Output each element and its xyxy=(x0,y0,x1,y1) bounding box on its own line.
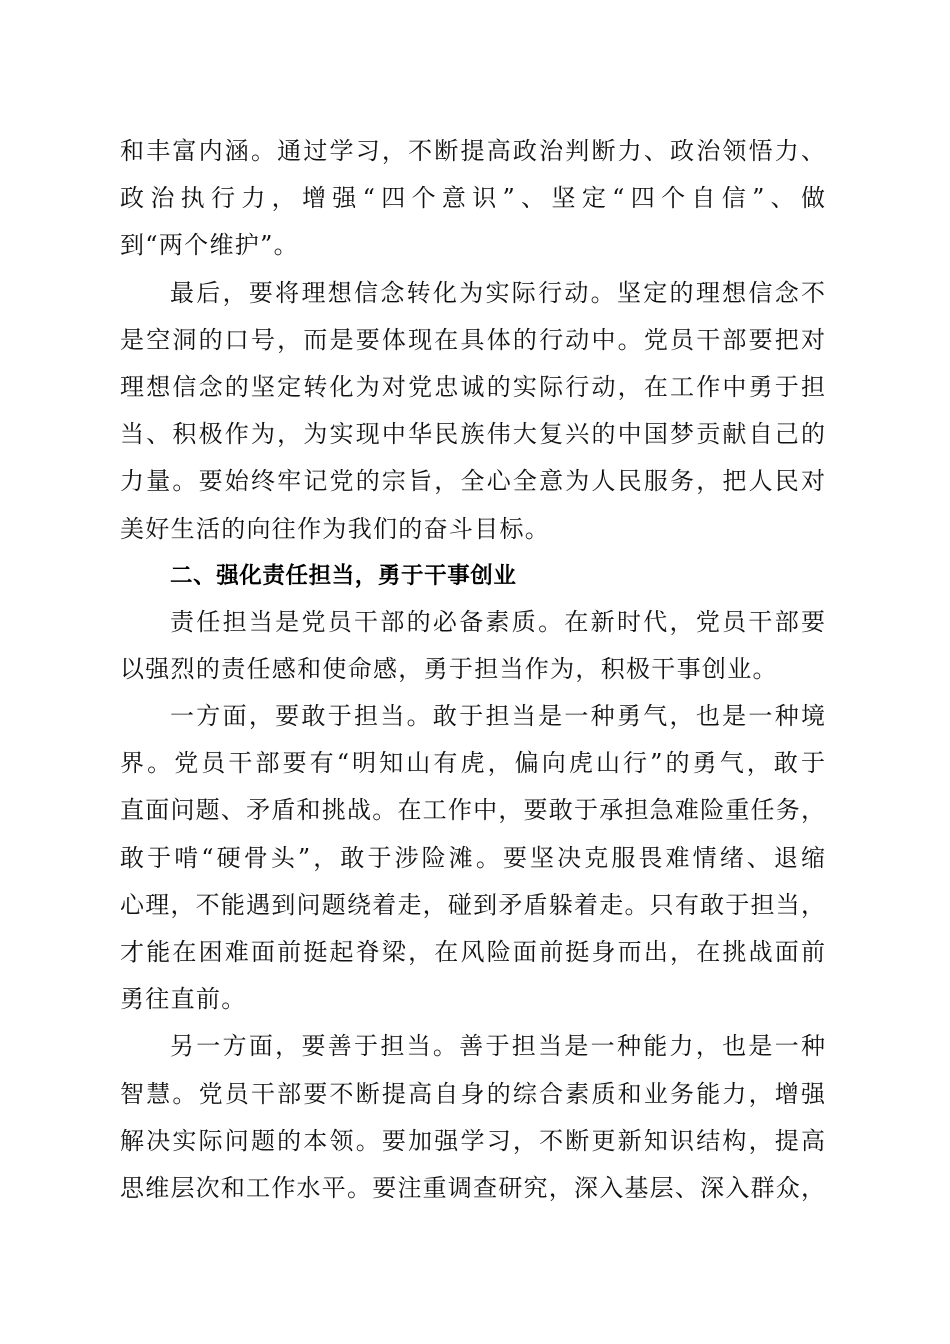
text-line: 美好生活的向往作为我们的奋斗目标。 xyxy=(120,514,551,543)
text-line: 政治执行力，增强“四个意识”、坚定“四个自信”、做 xyxy=(120,184,825,213)
text-line: 责任担当是党员干部的必备素质。在新时代，党员干部要 xyxy=(170,607,825,636)
paragraph-good-at xyxy=(120,1023,825,1212)
text-line: 心理，不能遇到问题绕着走，碰到矛盾躲着走。只有敢于担当， xyxy=(120,890,825,919)
text-line: 以强烈的责任感和使命感，勇于担当作为，积极干事创业。 xyxy=(120,654,778,683)
text-line: 和丰富内涵。通过学习，不断提高政治判断力、政治领悟力、 xyxy=(120,137,825,165)
text-line: 界。党员干部要有“明知山有虎，偏向虎山行”的勇气，敢于 xyxy=(120,749,825,778)
paragraph-responsibility xyxy=(120,599,825,693)
text-line: 勇往直前。 xyxy=(120,985,247,1014)
text-line: 当、积极作为，为实现中华民族伟大复兴的中国梦贡献自己的 xyxy=(120,420,825,449)
document-body xyxy=(120,128,825,1212)
text-line: 力量。要始终牢记党的宗旨，全心全意为人民服务，把人民对 xyxy=(120,467,825,496)
text-line: 敢于啃“硬骨头”，敢于涉险滩。要坚决克服畏难情绪、退缩 xyxy=(120,843,825,872)
paragraph-dare xyxy=(120,693,825,1023)
section-heading: 二、强化责任担当，勇于干事创业 xyxy=(170,562,517,589)
paragraph-finally xyxy=(120,270,825,553)
text-line: 才能在困难面前挺起脊梁，在风险面前挺身而出，在挑战面前 xyxy=(120,938,825,966)
text-line: 一方面，要敢于担当。敢于担当是一种勇气，也是一种境 xyxy=(170,702,825,731)
text-line: 另一方面，要善于担当。善于担当是一种能力，也是一种 xyxy=(170,1032,825,1061)
text-line: 思维层次和工作水平。要注重调查研究，深入基层、深入群众， xyxy=(120,1173,825,1202)
text-line: 是空洞的口号，而是要体现在具体的行动中。党员干部要把对 xyxy=(120,325,825,354)
text-line: 解决实际问题的本领。要加强学习，不断更新知识结构，提高 xyxy=(120,1126,825,1155)
text-line: 最后，要将理想信念转化为实际行动。坚定的理想信念不 xyxy=(170,278,825,307)
text-line: 理想信念的坚定转化为对党忠诚的实际行动，在工作中勇于担 xyxy=(120,372,825,401)
text-line: 直面问题、矛盾和挑战。在工作中，要敢于承担急难险重任务， xyxy=(120,796,825,825)
text-line: 到“两个维护”。 xyxy=(120,231,299,260)
text-line: 智慧。党员干部要不断提高自身的综合素质和业务能力，增强 xyxy=(120,1079,825,1108)
paragraph-continued xyxy=(120,128,825,270)
